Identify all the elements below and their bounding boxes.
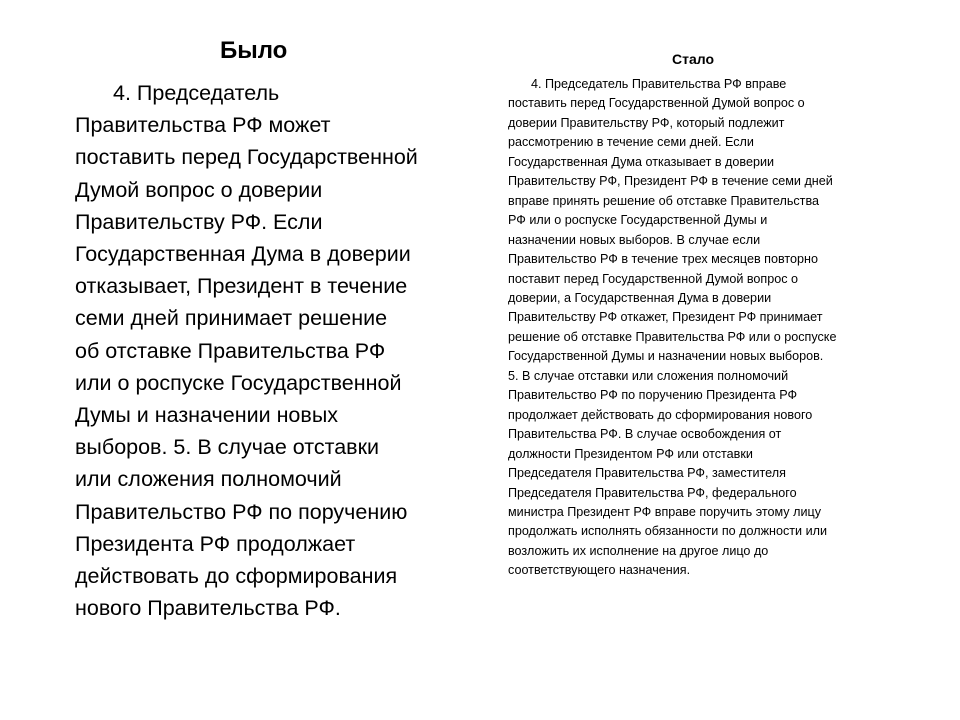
before-line: поставить перед Государственной [75, 145, 418, 170]
after-line: поставить перед Государственной Думой вопрос о [508, 96, 805, 111]
after-line: доверии, а Государственная Дума в доверии [508, 290, 772, 305]
after-line: соответствующего назначения. [508, 563, 691, 578]
before-text [75, 77, 470, 624]
after-line: продолжать исполнять обязанности по должности или [508, 524, 827, 539]
after-line: 4. Председатель Правительства РФ вправе [531, 77, 787, 91]
after-line: 5. В случае отставки или сложения полномочий [508, 368, 789, 383]
after-line: поставит перед Государственной Думой вопрос о [508, 271, 799, 286]
after-line: доверии Правительству РФ, который подлежит [508, 115, 785, 130]
after-line: вправе принять решение об отставке Правительства [508, 193, 820, 208]
before-line: Правительству РФ. Если [75, 209, 323, 234]
before-line: об отставке Правительства РФ [75, 338, 386, 363]
after-line: Председателя Правительства РФ, федерального [508, 485, 797, 500]
after-text [508, 75, 903, 581]
after-line: рассмотрению в течение семи дней. Если [508, 135, 754, 150]
before-line: Правительства РФ может [75, 113, 331, 138]
after-heading: Стало [672, 51, 715, 67]
before-line: отказывает, Президент в течение [75, 274, 408, 299]
after-line: Правительство РФ по поручению Президента РФ [508, 388, 798, 403]
after-line: Правительству РФ откажет, Президент РФ принимает [508, 310, 823, 325]
before-line: нового Правительства РФ. [75, 596, 341, 621]
before-line: семи дней принимает решение [75, 306, 388, 331]
after-line: назначении новых выборов. В случае если [508, 232, 761, 247]
before-line: действовать до сформирования [75, 564, 398, 589]
before-line: Думой вопрос о доверии [75, 177, 323, 202]
after-line: должности Президентом РФ или отставки [508, 446, 753, 461]
after-line: Председателя Правительства РФ, заместителя [508, 466, 786, 481]
after-line: возложить их исполнение на другое лицо до [508, 543, 769, 558]
before-line: Думы и назначении новых [75, 403, 339, 428]
before-line: Президента РФ продолжает [75, 531, 356, 556]
after-line: Государственная Дума отказывает в доверии [508, 154, 775, 169]
before-line: или о роспуске Государственной [75, 370, 402, 395]
after-line: Правительству РФ, Президент РФ в течение семи дней [508, 174, 833, 189]
before-heading: Было [220, 37, 288, 64]
after-line: продолжает действовать до сформирования нового [508, 407, 813, 422]
before-line: 4. Председатель [113, 81, 280, 105]
after-line: РФ или о роспуске Государственной Думы и [508, 213, 768, 228]
after-line: министра Президент РФ вправе поручить этому лицу [508, 504, 821, 519]
before-line: или сложения полномочий [75, 467, 342, 492]
before-line: выборов. 5. В случае отставки [75, 435, 380, 460]
after-line: решение об отставке Правительства РФ или о роспуске [508, 329, 837, 344]
before-line: Государственная Дума в доверии [75, 242, 411, 267]
after-line: Правительства РФ. В случае освобождения от [508, 427, 782, 442]
before-line: Правительство РФ по поручению [75, 499, 408, 524]
after-line: Правительство РФ в течение трех месяцев повторно [508, 252, 818, 267]
after-line: Государственной Думы и назначении новых выборов. [508, 349, 824, 364]
